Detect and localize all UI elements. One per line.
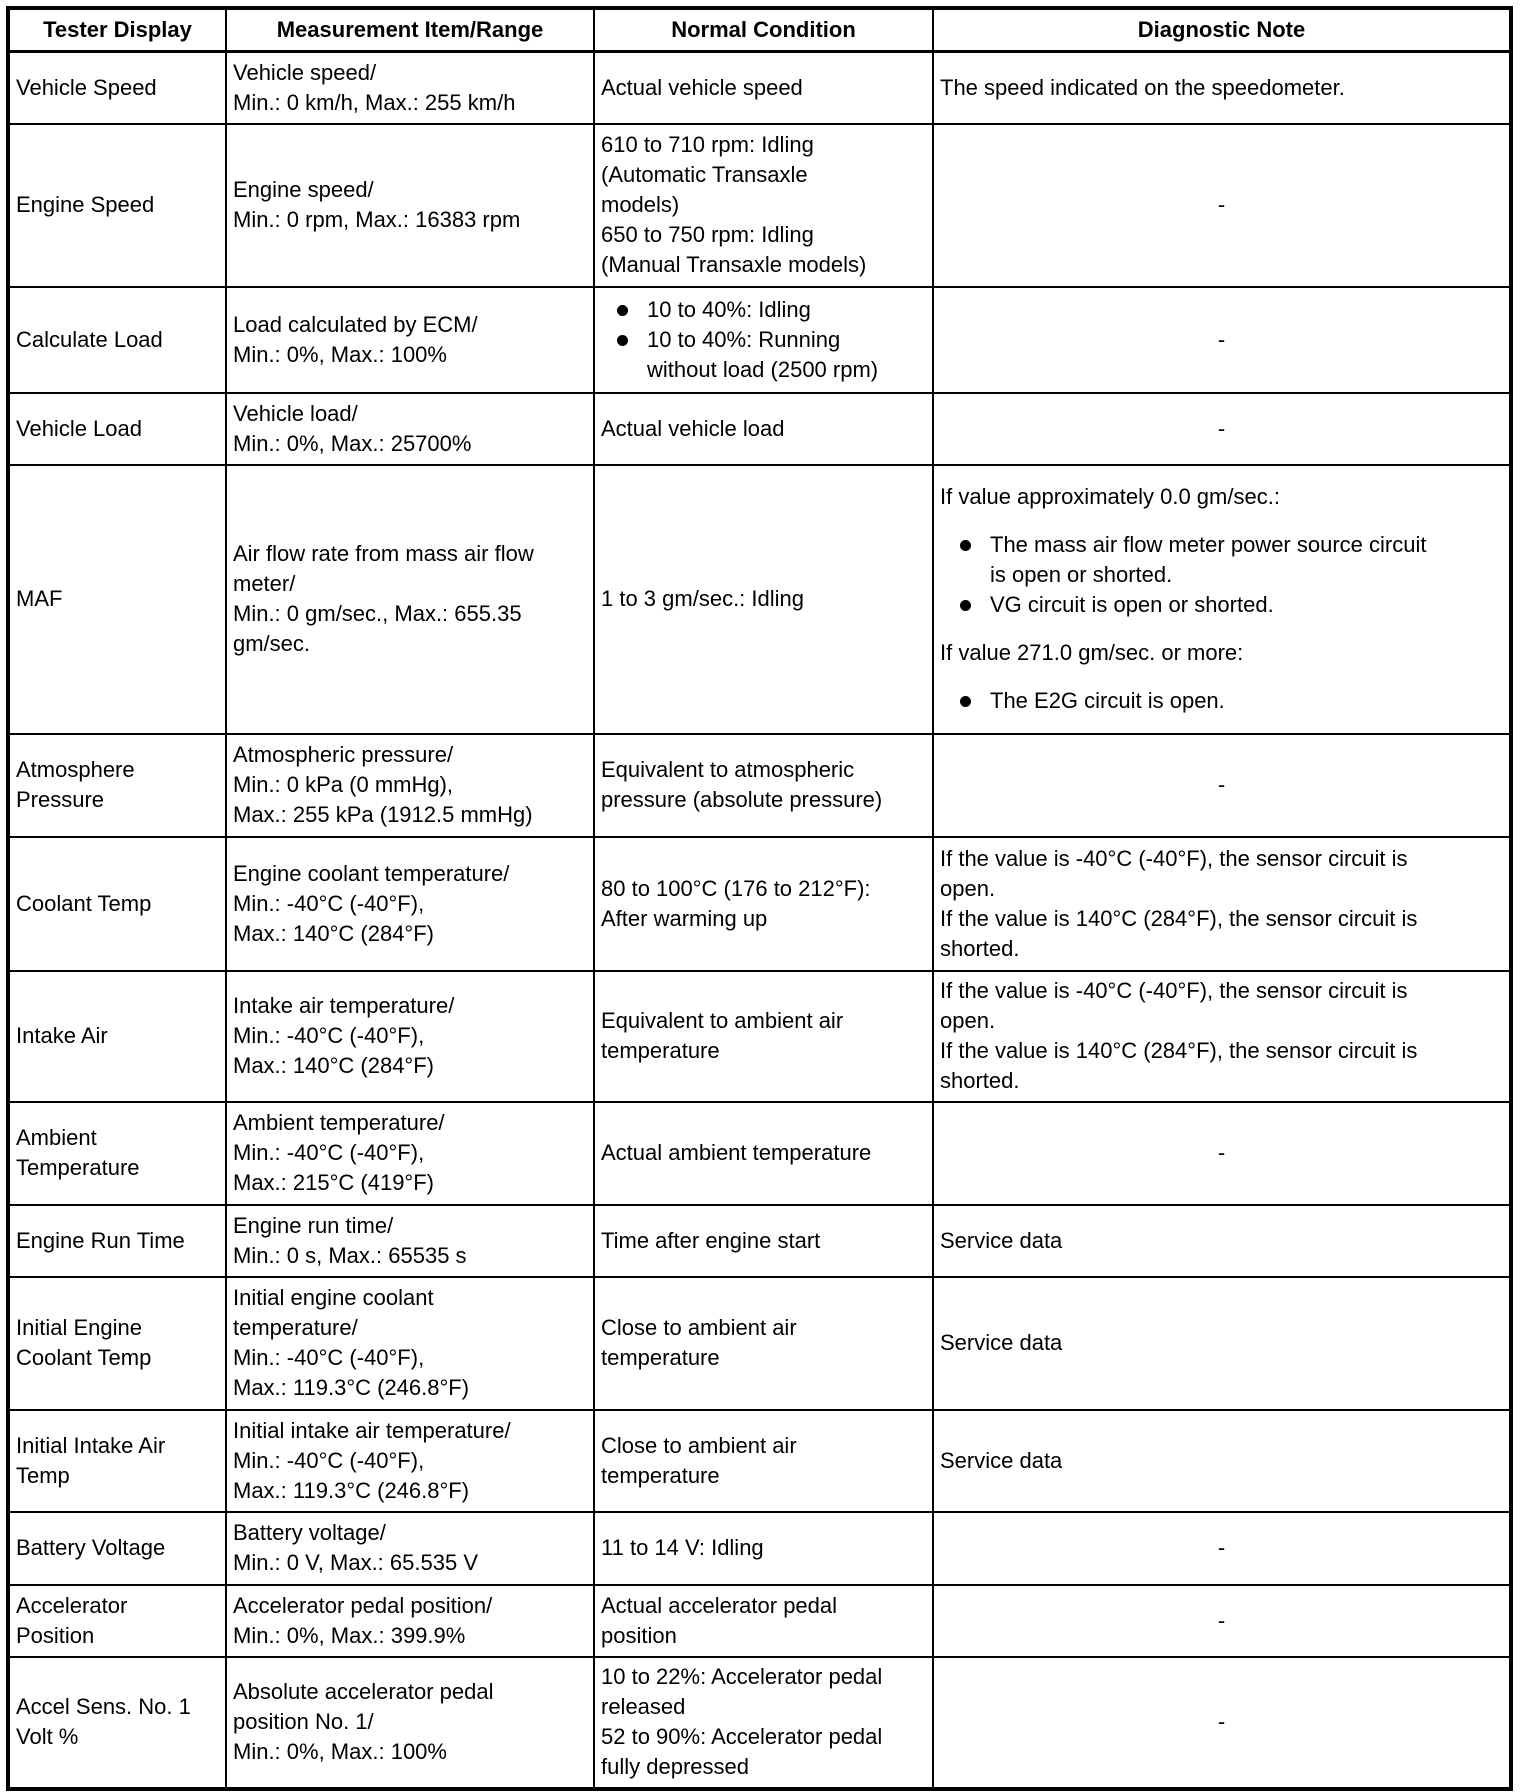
header-normal-condition: Normal Condition: [594, 8, 933, 52]
diagnostic-note-cell: [933, 465, 1511, 734]
cell-text: Intake Air: [16, 1023, 108, 1048]
normal-condition-cell: [594, 971, 933, 1102]
diagnostic-note-cell: [933, 734, 1511, 837]
tester-display-cell: [8, 1205, 226, 1277]
table-row: [8, 837, 1511, 971]
tester-display-cell: [8, 124, 226, 287]
cell-text: Atmosphere Pressure: [16, 757, 135, 812]
tester-display-cell: [8, 837, 226, 971]
cell-text: Coolant Temp: [16, 890, 152, 916]
diagnostic-note-cell: [933, 1512, 1511, 1585]
tester-display-cell: [8, 1277, 226, 1410]
cell-text: If the value is -40°C (-40°F), the sensor circuit is open. If the value is 140°C (284°F), the sensor circuit is shorted.: [940, 978, 1418, 1093]
cell-text: MAF: [16, 586, 63, 611]
normal-condition-cell: [594, 1410, 933, 1512]
table-row: [8, 1585, 1511, 1657]
normal-condition-cell: [594, 124, 933, 287]
table-row: [8, 1410, 1511, 1512]
cell-text: Load calculated by ECM/ Min.: 0%, Max.: 100%: [233, 311, 478, 367]
cell-text: -: [1217, 1535, 1226, 1560]
cell-text: Actual ambient temperature: [601, 1140, 872, 1165]
normal-condition-cell: [594, 837, 933, 971]
bullet-list: [940, 686, 1503, 716]
bullet-item: 10 to 40%: Running without load (2500 rpm): [615, 325, 926, 385]
tester-display-cell: [8, 393, 226, 465]
cell-text: Engine Speed: [16, 192, 155, 217]
cell-text: -: [1217, 326, 1226, 352]
cell-text: 11 to 14 V: Idling: [601, 1535, 764, 1560]
cell-text: 80 to 100°C (176 to 212°F): After warming up: [601, 875, 871, 931]
cell-text: Accel Sens. No. 1 Volt %: [16, 1694, 191, 1749]
cell-text: Service data: [940, 1227, 1063, 1253]
cell-text: Engine run time/ Min.: 0 s, Max.: 65535 s: [233, 1212, 467, 1268]
cell-text: Battery Voltage: [16, 1535, 166, 1560]
table-row: [8, 1205, 1511, 1277]
cell-text: Initial Engine Coolant Temp: [16, 1315, 152, 1370]
diagnostic-note-cell: [933, 52, 1511, 124]
measurement-item-cell: [226, 1585, 594, 1657]
cell-text: 10 to 22%: Accelerator pedal released 52 to 90%: Accelerator pedal fully depressed: [601, 1664, 883, 1779]
cell-text: 1 to 3 gm/sec.: Idling: [601, 586, 804, 611]
measurement-item-cell: [226, 52, 594, 124]
cell-text: Absolute accelerator pedal position No. 1/ Min.: 0%, Max.: 100%: [233, 1679, 494, 1764]
diagnostic-note-cell: [933, 1657, 1511, 1789]
table-row: [8, 1277, 1511, 1410]
tester-display-cell: [8, 971, 226, 1102]
tester-display-cell: [8, 1410, 226, 1512]
cell-text: Intake air temperature/ Min.: -40°C (-40°F), Max.: 140°C (284°F): [233, 993, 455, 1078]
diagnostic-note-cell: [933, 971, 1511, 1102]
bullet-list: [601, 295, 926, 385]
diagnostic-note-cell: [933, 393, 1511, 465]
measurement-item-cell: [226, 1205, 594, 1277]
cell-text: Service data: [940, 1330, 1063, 1355]
table-row: [8, 52, 1511, 124]
table-row: [8, 1102, 1511, 1205]
cell-text: Accelerator pedal position/ Min.: 0%, Max.: 399.9%: [233, 1592, 493, 1648]
normal-condition-cell: [594, 734, 933, 837]
diagnostic-note-cell: [933, 1410, 1511, 1512]
table-row: [8, 124, 1511, 287]
diagnostic-note-cell: [933, 1585, 1511, 1657]
measurement-item-cell: [226, 1410, 594, 1512]
measurement-item-cell: [226, 465, 594, 734]
cell-text: Engine speed/ Min.: 0 rpm, Max.: 16383 rpm: [233, 177, 521, 232]
cell-text: Vehicle load/ Min.: 0%, Max.: 25700%: [233, 400, 472, 456]
cell-text: Actual vehicle speed: [601, 74, 803, 100]
cell-text: Accelerator Position: [16, 1592, 128, 1648]
normal-condition-cell: [594, 1102, 933, 1205]
tester-display-cell: [8, 1585, 226, 1657]
tester-display-cell: [8, 734, 226, 837]
cell-text: -: [1217, 1607, 1226, 1633]
cell-text: Initial intake air temperature/ Min.: -40°C (-40°F), Max.: 119.3°C (246.8°F): [233, 1417, 511, 1503]
cell-text: Engine coolant temperature/ Min.: -40°C (-40°F), Max.: 140°C (284°F): [233, 860, 510, 946]
diagnostic-note-cell: [933, 124, 1511, 287]
normal-condition-cell: [594, 1585, 933, 1657]
normal-condition-cell: [594, 287, 933, 393]
header-tester-display: Tester Display: [8, 8, 226, 52]
measurement-item-cell: [226, 971, 594, 1102]
normal-condition-cell: [594, 1205, 933, 1277]
cell-text: Ambient temperature/ Min.: -40°C (-40°F), Max.: 215°C (419°F): [233, 1110, 445, 1195]
normal-condition-cell: [594, 1512, 933, 1585]
cell-text: Battery voltage/ Min.: 0 V, Max.: 65.535 V: [233, 1520, 478, 1575]
header-measurement-item: Measurement Item/Range: [226, 8, 594, 52]
cell-text: Engine Run Time: [16, 1227, 185, 1253]
cell-text: -: [1217, 192, 1226, 217]
tester-display-cell: [8, 1512, 226, 1585]
measurement-item-cell: [226, 1657, 594, 1789]
cell-text: Vehicle speed/ Min.: 0 km/h, Max.: 255 km/h: [233, 59, 516, 115]
table-row: [8, 1657, 1511, 1789]
cell-text: Equivalent to atmospheric pressure (absolute pressure): [601, 757, 883, 812]
bullet-item: 10 to 40%: Idling: [615, 295, 926, 325]
bullet-item: The mass air flow meter power source circuit is open or shorted.: [958, 530, 1503, 590]
cell-text: Air flow rate from mass air flow meter/ Min.: 0 gm/sec., Max.: 655.35 gm/sec.: [233, 541, 534, 656]
cell-text: Initial Intake Air Temp: [16, 1432, 166, 1488]
diagnostic-note-cell: [933, 287, 1511, 393]
bullet-item: VG circuit is open or shorted.: [958, 590, 1503, 620]
header-row: [8, 8, 1511, 52]
tester-display-cell: [8, 287, 226, 393]
cell-text: If value approximately 0.0 gm/sec.:: [940, 484, 1280, 509]
measurement-item-cell: [226, 124, 594, 287]
cell-text: Close to ambient air temperature: [601, 1432, 797, 1488]
table-row: [8, 287, 1511, 393]
header-diagnostic-note: Diagnostic Note: [933, 8, 1511, 52]
bullet-list: [940, 530, 1503, 620]
tester-display-cell: [8, 465, 226, 734]
table-row: [8, 734, 1511, 837]
cell-text: -: [1217, 772, 1226, 797]
diagnostic-note-cell: [933, 1205, 1511, 1277]
cell-text: -: [1217, 415, 1226, 441]
normal-condition-cell: [594, 1657, 933, 1789]
cell-text: Vehicle Speed: [16, 74, 157, 100]
cell-text: Close to ambient air temperature: [601, 1315, 797, 1370]
normal-condition-cell: [594, 52, 933, 124]
cell-text: The speed indicated on the speedometer.: [940, 74, 1345, 100]
diagnostic-note-cell: [933, 1102, 1511, 1205]
cell-text: Actual vehicle load: [601, 415, 785, 441]
cell-text: -: [1217, 1140, 1226, 1165]
measurement-item-cell: [226, 393, 594, 465]
table-row: [8, 971, 1511, 1102]
normal-condition-cell: [594, 393, 933, 465]
cell-text: Actual accelerator pedal position: [601, 1592, 838, 1648]
diagnostic-note-cell: [933, 1277, 1511, 1410]
cell-text: Time after engine start: [601, 1227, 821, 1253]
tester-display-cell: [8, 1657, 226, 1789]
tester-display-cell: [8, 52, 226, 124]
measurement-item-cell: [226, 1277, 594, 1410]
table-row: [8, 465, 1511, 734]
table-row: [8, 1512, 1511, 1585]
cell-text: 610 to 710 rpm: Idling (Automatic Transaxle models) 650 to 750 rpm: Idling (Manual Transaxle models): [601, 132, 867, 277]
cell-text: Vehicle Load: [16, 415, 142, 441]
cell-text: Initial engine coolant temperature/ Min.: -40°C (-40°F), Max.: 119.3°C (246.8°F): [233, 1285, 470, 1400]
cell-text: -: [1217, 1709, 1226, 1734]
cell-text: Calculate Load: [16, 326, 163, 352]
measurement-item-cell: [226, 1102, 594, 1205]
cell-text: If value 271.0 gm/sec. or more:: [940, 640, 1244, 665]
cell-text: Ambient Temperature: [16, 1125, 140, 1180]
cell-text: Service data: [940, 1447, 1063, 1473]
bullet-item: The E2G circuit is open.: [958, 686, 1503, 716]
tester-display-cell: [8, 1102, 226, 1205]
measurement-item-cell: [226, 837, 594, 971]
diagnostic-note-cell: [933, 837, 1511, 971]
cell-text: Atmospheric pressure/ Min.: 0 kPa (0 mmHg), Max.: 255 kPa (1912.5 mmHg): [233, 742, 533, 827]
measurement-item-cell: [226, 1512, 594, 1585]
measurement-item-cell: [226, 287, 594, 393]
cell-text: If the value is -40°C (-40°F), the sensor circuit is open. If the value is 140°C (284°F), the sensor circuit is shorted.: [940, 845, 1418, 961]
normal-condition-cell: [594, 1277, 933, 1410]
diagnostic-data-table: [6, 6, 1513, 1791]
normal-condition-cell: [594, 465, 933, 734]
table-row: [8, 393, 1511, 465]
cell-text: Equivalent to ambient air temperature: [601, 1008, 844, 1063]
measurement-item-cell: [226, 734, 594, 837]
